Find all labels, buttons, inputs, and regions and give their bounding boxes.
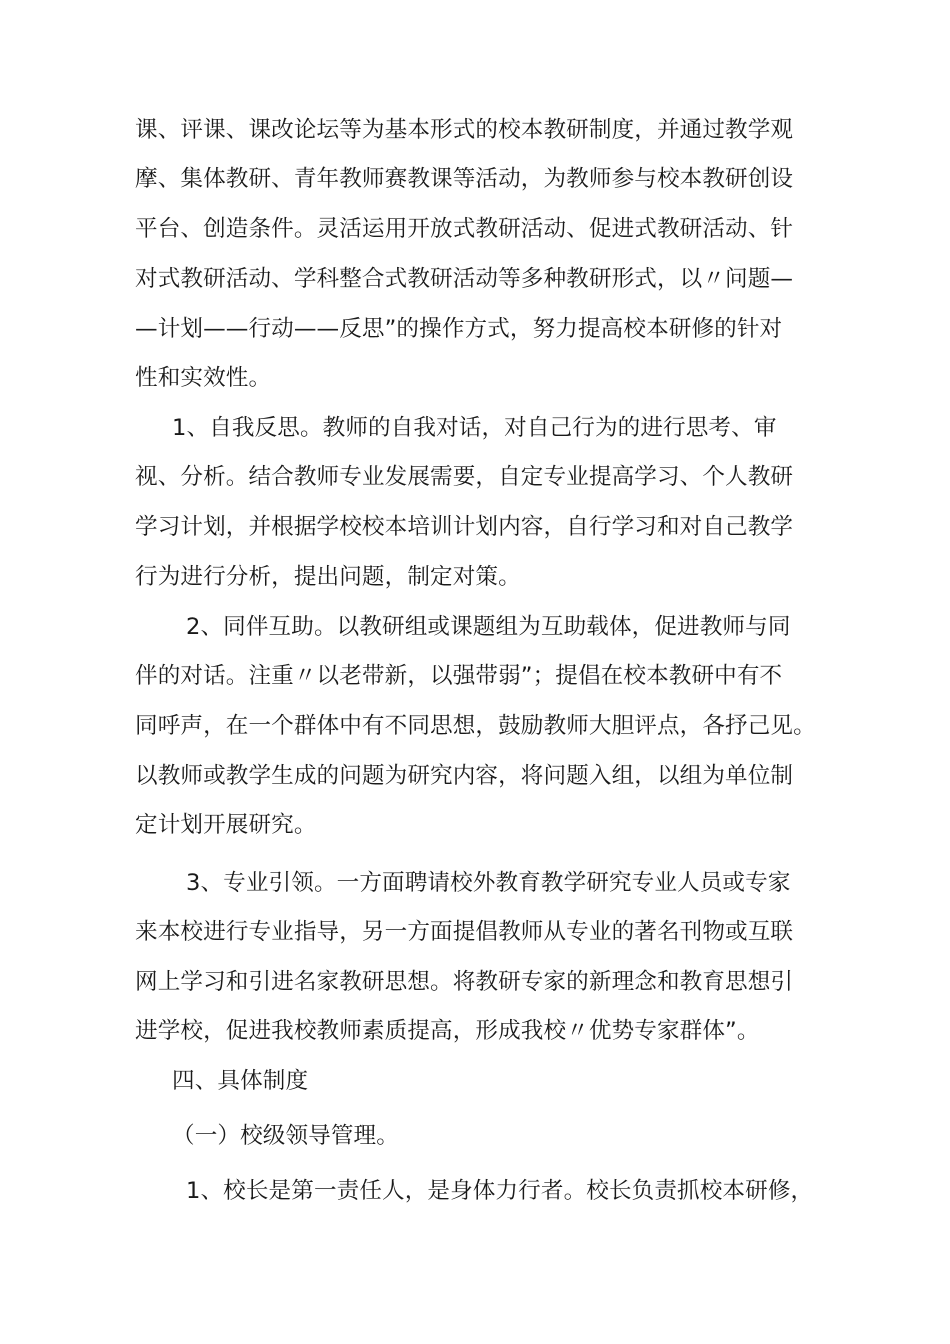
text-line: 同呼声，在一个群体中有不同思想，鼓励教师大胆评点，各抒己见。	[135, 713, 816, 739]
paragraph-first-line: 2、同伴互助。以教研组或课题组为互助载体，促进教师与同	[186, 614, 791, 640]
text-line: 对式教研活动、学科整合式教研活动等多种教研形式，以〃问题—	[135, 266, 794, 292]
text-line: 行为进行分析，提出问题，制定对策。	[135, 564, 521, 590]
section-heading: 四、具体制度	[172, 1068, 309, 1094]
text-line: 网上学习和引进名家教研思想。将教研专家的新理念和教育思想引	[135, 969, 794, 995]
paragraph-first-line: 3、专业引领。一方面聘请校外教育教学研究专业人员或专家	[186, 870, 791, 896]
text-line: 视、分析。结合教师专业发展需要，自定专业提高学习、个人教研	[135, 464, 794, 490]
text-line: 以教师或教学生成的问题为研究内容，将问题入组，以组为单位制	[135, 763, 794, 789]
text-line: 进学校，促进我校教师素质提高，形成我校〃优势专家群体”。	[135, 1018, 760, 1044]
paragraph-first-line: 1、校长是第一责任人，是身体力行者。校长负责抓校本研修，	[186, 1178, 814, 1204]
subsection-heading: （一）校级领导管理。	[172, 1123, 399, 1149]
text-line: 平台、创造条件。灵活运用开放式教研活动、促进式教研活动、针	[135, 216, 794, 242]
text-line: 课、评课、课改论坛等为基本形式的校本教研制度，并通过教学观	[135, 117, 794, 143]
text-line: 伴的对话。注重〃以老带新，以强带弱”；提倡在校本教研中有不	[135, 663, 783, 689]
text-line: 来本校进行专业指导，另一方面提倡教师从专业的著名刊物或互联	[135, 919, 794, 945]
text-line: 定计划开展研究。	[135, 812, 317, 838]
text-line: 摩、集体教研、青年教师赛教课等活动，为教师参与校本教研创设	[135, 166, 794, 192]
text-line: —计划——行动——反思”的操作方式，努力提高校本研修的针对	[135, 316, 783, 342]
text-line: 性和实效性。	[135, 365, 272, 391]
paragraph-first-line: 1、自我反思。教师的自我对话，对自己行为的进行思考、审	[172, 415, 777, 441]
text-line: 学习计划，并根据学校校本培训计划内容，自行学习和对自己教学	[135, 514, 794, 540]
